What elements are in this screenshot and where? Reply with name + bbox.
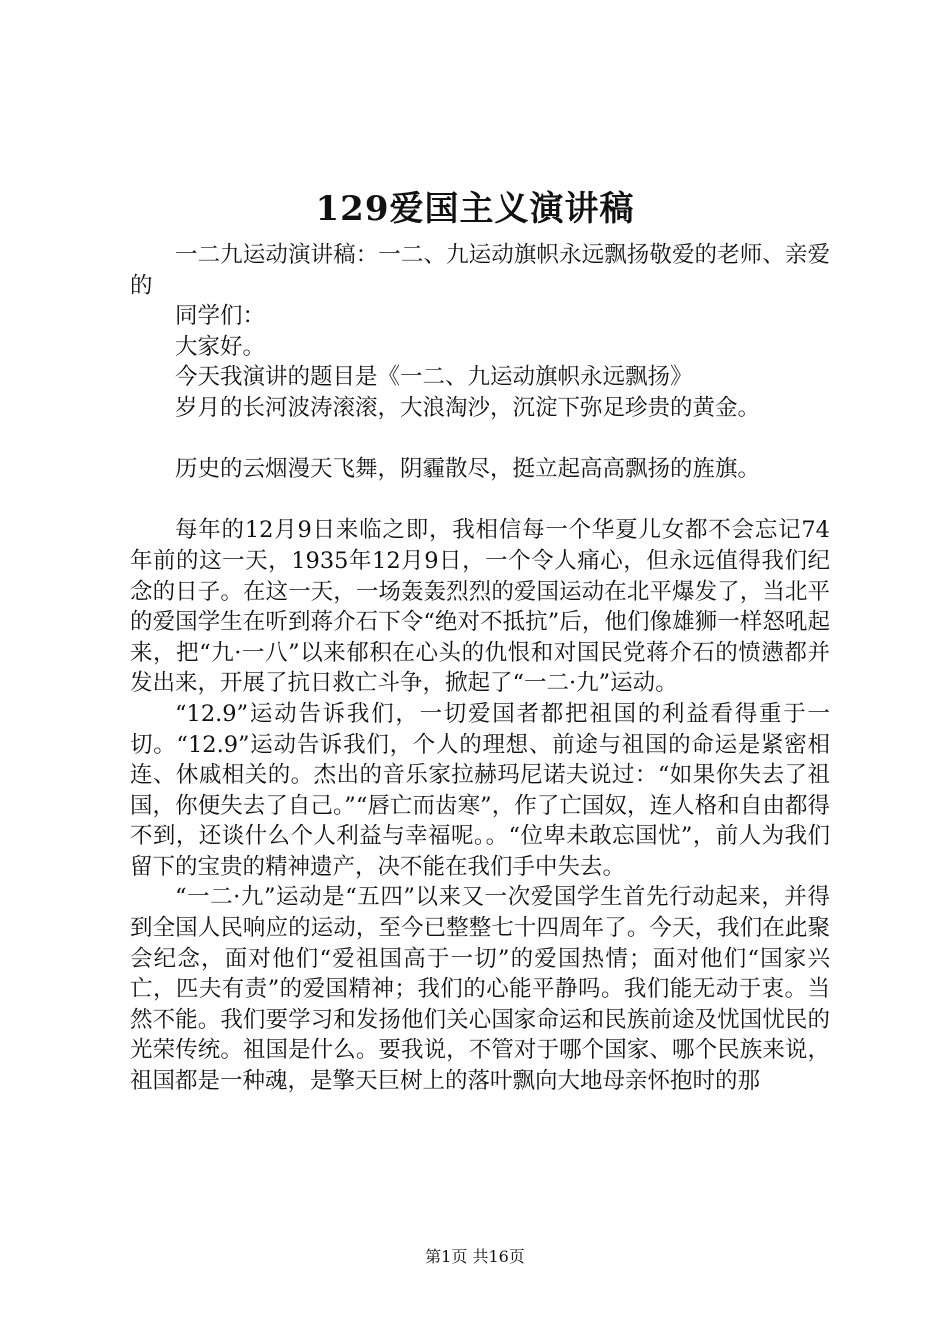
- paragraph-5: 岁月的长河波涛滚滚，大浪淘沙，沉淀下弥足珍贵的黄金。: [175, 394, 761, 421]
- paragraph-9: “一二·九”运动是“五四”以来又一次爱国学生首先行动起来，并得到全国人民响应的运动，至今已整整七十四周年了。今天，我们在此聚会纪念，面对他们“爱祖国高于一切”的爱国热情；面对他们“国家兴亡，匹夫有责”的爱国精神；我们的心能平静吗。我们能无动于衷。当然不能。我们要学习和发扬他们关心国家命运和民族前途及忧国忧民的光荣传统。祖国是什么。要我说，不管对于哪个国家、哪个民族来说，祖国都是一种魂，是擎天巨树上的落叶飘向大地母亲怀抱时的那: [130, 884, 830, 1095]
- paragraph-2: 同学们：: [175, 303, 266, 330]
- paragraph-3: 大家好。: [175, 333, 266, 360]
- page-footer: 第1页 共16页: [425, 1247, 525, 1266]
- paragraph-7: 每年的12月9日来临之即，我相信每一个华夏儿女都不会忘记74年前的这一天，1935年12月9日，一个令人痛心，但永远值得我们纪念的日子。在这一天，一场轰轰烈烈的爱国运动在北平爆发了，当北平的爱国学生在听到蒋介石下令“绝对不抵抗”后，他们像雄狮一样怒吼起来，把“九·一八”以来郁积在心头的仇恨和对国民党蒋介石的愤懑都并发出来，开展了抗日救亡斗争，掀起了“一二·九”运动。: [130, 517, 830, 697]
- document-body: [130, 240, 830, 1097]
- paragraph-6: 历史的云烟漫天飞舞，阴霾散尽，挺立起高高飘扬的旌旗。: [175, 456, 761, 483]
- document-title: 129爱国主义演讲稿: [315, 189, 635, 229]
- paragraph-4: 今天我演讲的题目是《一二、九运动旗帜永远飘扬》: [175, 364, 693, 391]
- paragraph-8: “12.9”运动告诉我们，一切爱国者都把祖国的利益看得重于一切。“12.9”运动告诉我们，个人的理想、前途与祖国的命运是紧密相连、休戚相关的。杰出的音乐家拉赫玛尼诺夫说过：“如果你失去了祖国，你便失去了自己。”“唇亡而齿寒”，作了亡国奴，连人格和自由都得不到，还谈什么个人利益与幸福呢。。“位卑未敢忘国忧”，前人为我们留下的宝贵的精神遗产，决不能在我们手中失去。: [130, 700, 830, 880]
- paragraph-1: 一二九运动演讲稿：一二、九运动旗帜永远飘扬敬爱的老师、亲爱的: [130, 242, 830, 299]
